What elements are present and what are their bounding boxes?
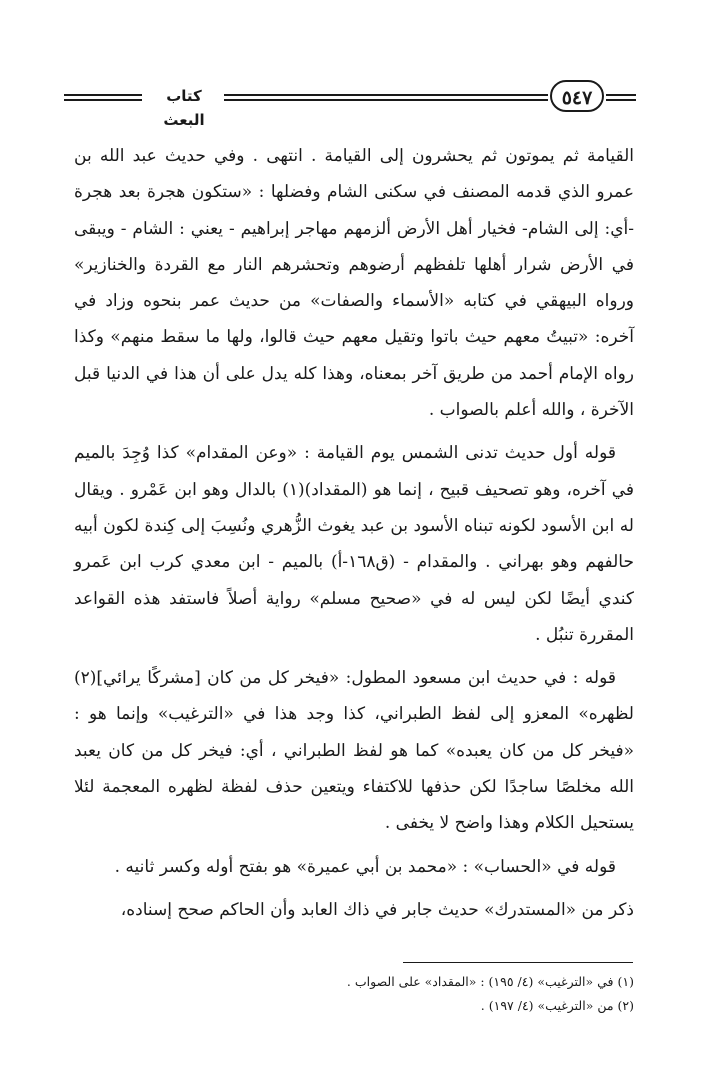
book-section-title: كتاب البعث <box>163 87 205 129</box>
footnote-2: (٢) من «الترغيب» (٤/ ١٩٧) . <box>480 998 634 1013</box>
footnote-separator <box>403 962 633 963</box>
header-rule-middle <box>224 94 548 101</box>
header-rule-right <box>606 94 636 101</box>
paragraph-4: قوله في «الحساب» : «محمد بن أبي عميرة» هو بفتح أوله وكسر ثانيه . <box>114 856 616 877</box>
paragraph-2: قوله أول حديث تدنى الشمس يوم القيامة : «وعن المقدام» كذا وُجِدَ بالميم في آخره، وهو تصحيف قبيح ، إنما هو (المقداد)(١) بالدال وهو ابن عَمْرو . ويقال له ابن الأسود لكونه تبناه الأسود بن عبد يغوث الزُّهري ونُسِبَ إلى كِندة لكون أبيه حالفهم وهو بهراني . والمقدام - (ق١٦٨-أ) بالميم - ابن معدي كرب ابن عَمرو كندي أيضًا لكن ليس له في «صحيح مسلم» رواية أصلاً فاستفد هذه القواعد المقررة تنبُل . <box>74 443 634 645</box>
header-rule-left <box>64 94 142 101</box>
main-text <box>74 138 634 935</box>
footnotes <box>74 970 634 1018</box>
paragraph-3: قوله : في حديث ابن مسعود المطول: «فيخر كل من كان [مشركًا يرائي](٢) لظهره» المعزو إلى لفظ الطبراني، كذا وجد هذا في «الترغيب» وإنما هو : «فيخر كل من كان يعبده» كما هو لفظ الطبراني ، أي: فيخر كل من كان يعبد الله مخلصًا ساجدًا لكن حذفها للاكتفاء ويتعين حذف لفظة لظهره المعجمة لئلا يستحيل الكلام وهذا واضح لا يخفى . <box>74 668 634 834</box>
running-header <box>64 84 636 129</box>
paragraph-1: القيامة ثم يموتون ثم يحشرون إلى القيامة . انتهى . وفي حديث عبد الله بن عمرو الذي قدمه المصنف في سكنى الشام وفضلها : «ستكون هجرة بعد هجرة -أي: إلى الشام- فخيار أهل الأرض ألزمهم مهاجر إبراهيم - يعني : الشام - ويبقى في الأرض شرار أهلها تلفظهم أرضوهم وتحشرهم النار مع القردة والخنازير» ورواه البيهقي في كتابه «الأسماء والصفات» من حديث عمر بنحوه وزاد في آخره: «تبيتُ معهم حيث باتوا وتقيل معهم حيث قالوا، ولها ما سقط منهم» وكذا رواه الإمام أحمد من طريق آخر بمعناه، وهذا كله يدل على أن هذا في الدنيا قبل الآخرة ، والله أعلم بالصواب . <box>74 146 634 421</box>
page-number: ٥٤٧ <box>550 80 604 112</box>
footnote-1: (١) في «الترغيب» (٤/ ١٩٥) : «المقداد» على الصواب . <box>346 974 634 989</box>
paragraph-5: ذكر من «المستدرك» حديث جابر في ذاك العابد وأن الحاكم صحح إسناده، <box>120 899 634 920</box>
